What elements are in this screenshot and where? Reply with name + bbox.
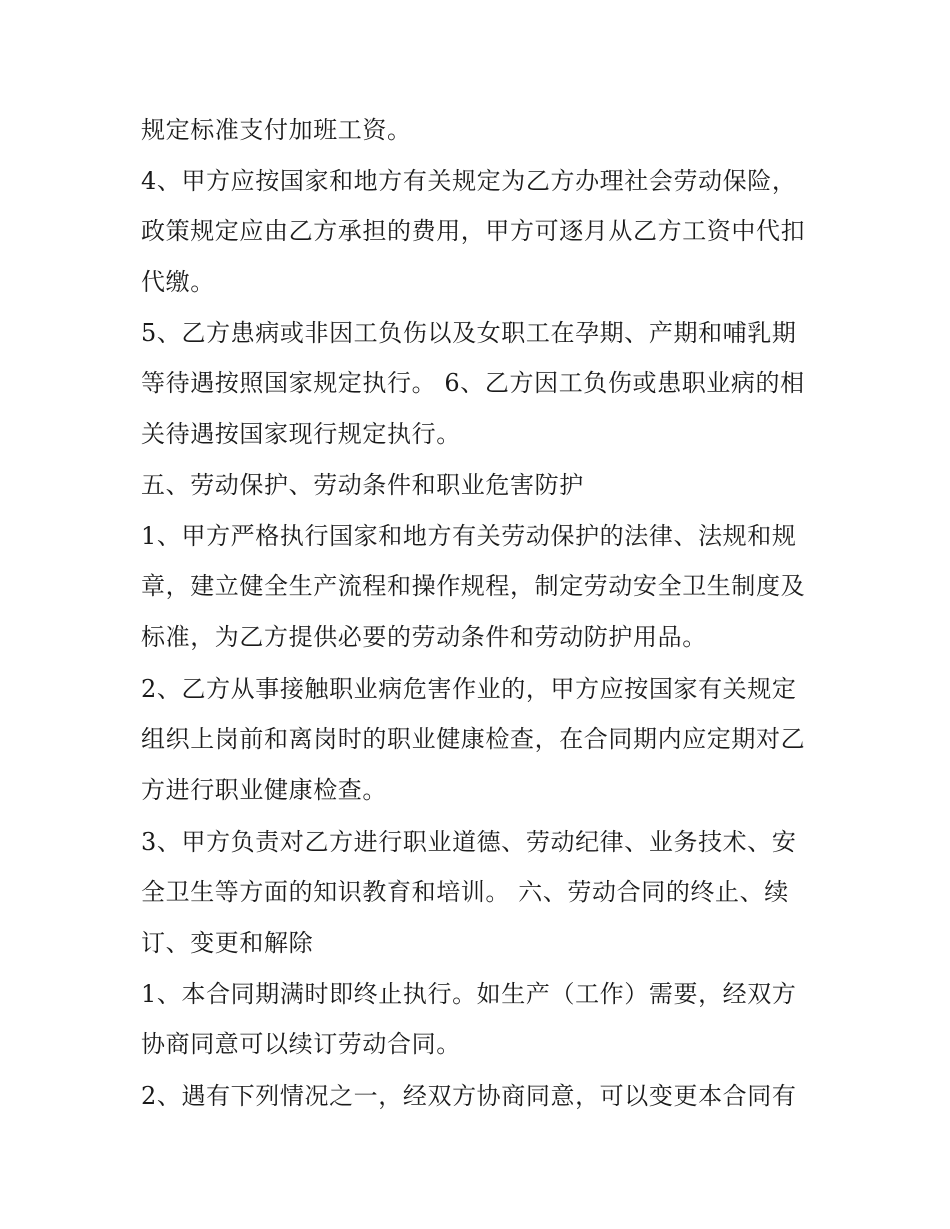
text-line: 规定标准支付加班工资。: [141, 116, 412, 144]
text-line: 关待遇按国家现行规定执行。: [141, 420, 461, 448]
text-line: 章，建立健全生产流程和操作规程，制定劳动安全卫生制度及: [141, 572, 806, 600]
text-line: 代缴。: [141, 268, 215, 296]
text-line: 组织上岗前和离岗时的职业健康检查，在合同期内应定期对乙: [141, 725, 806, 753]
text-line: 全卫生等方面的知识教育和培训。 六、劳动合同的终止、续: [141, 878, 789, 906]
text-line: 3、甲方负责对乙方进行职业道德、劳动纪律、业务技术、安: [141, 828, 797, 856]
text-line: 等待遇按照国家规定执行。 6、乙方因工负伤或患职业病的相: [141, 369, 805, 397]
text-line: 5、乙方患病或非因工负伤以及女职工在孕期、产期和哺乳期: [141, 319, 797, 347]
text-line: 方进行职业健康检查。: [141, 776, 387, 804]
text-line: 政策规定应由乙方承担的费用，甲方可逐月从乙方工资中代扣: [141, 217, 806, 245]
text-line: 2、乙方从事接触职业病危害作业的，甲方应按国家有关规定: [141, 675, 797, 703]
text-line: 1、本合同期满时即终止执行。如生产（工作）需要，经双方: [141, 980, 797, 1008]
section-heading: 五、劳动保护、劳动条件和职业危害防护: [141, 471, 584, 499]
text-line: 4、甲方应按国家和地方有关规定为乙方办理社会劳动保险，: [141, 167, 797, 195]
text-line: 2、遇有下列情况之一，经双方协商同意，可以变更本合同有: [141, 1082, 797, 1110]
text-line: 协商同意可以续订劳动合同。: [141, 1030, 461, 1058]
text-line: 订、变更和解除: [141, 929, 314, 957]
text-line: 标准，为乙方提供必要的劳动条件和劳动防护用品。: [141, 623, 707, 651]
text-line: 1、甲方严格执行国家和地方有关劳动保护的法律、法规和规: [141, 522, 797, 550]
